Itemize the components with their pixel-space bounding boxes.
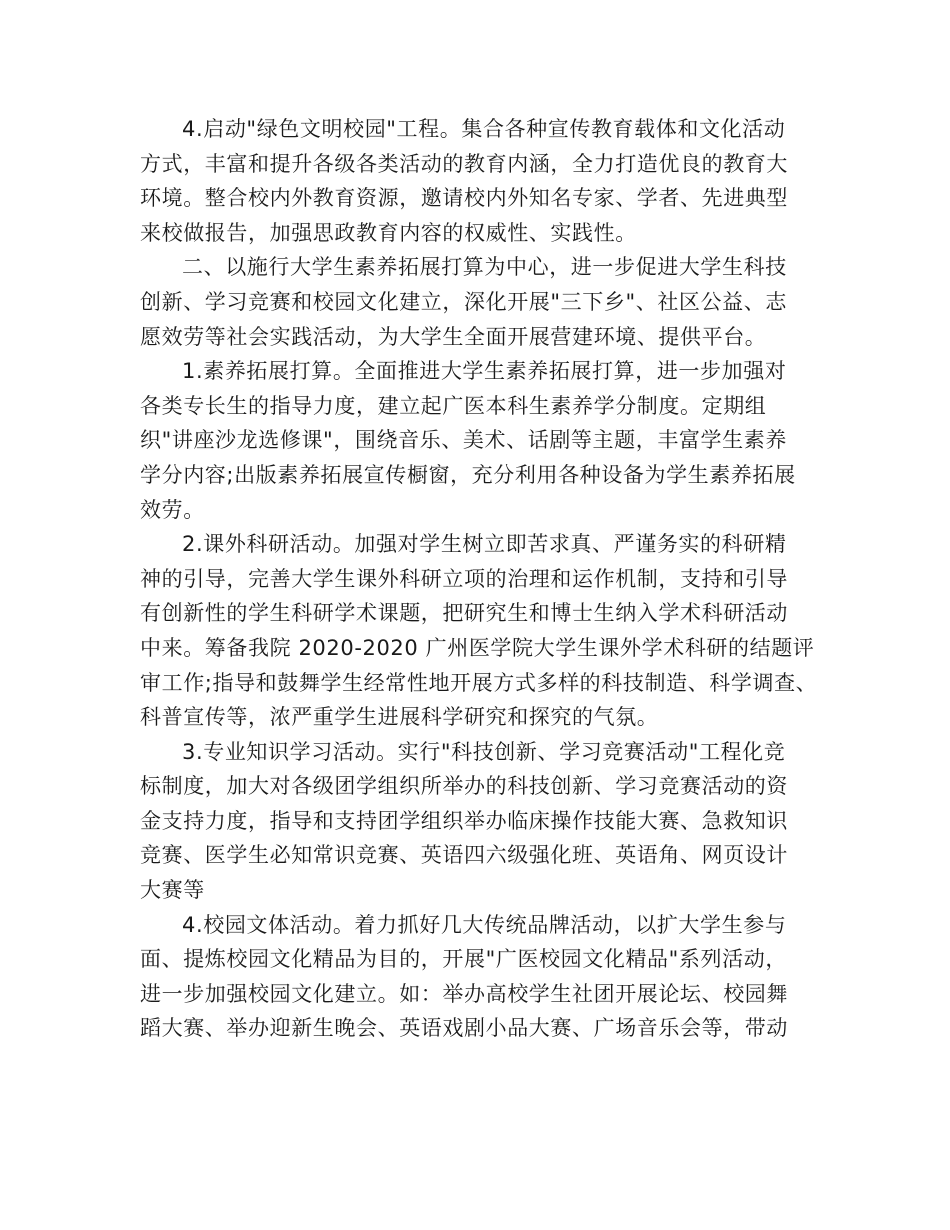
text-line: 学分内容;出版素养拓展宣传橱窗，充分利用各种设备为学生素养拓展: [140, 462, 796, 487]
text-line: 方式，丰富和提升各级各类活动的教育内涵，全力打造优良的教育大: [140, 151, 788, 176]
text-line: 创新、学习竞赛和校园文化建立，深化开展"三下乡"、社区公益、志: [140, 289, 787, 314]
text-line: 愿效劳等社会实践活动，为大学生全面开展营建环境、提供平台。: [140, 324, 767, 349]
text-line: 蹈大赛、举办迎新生晚会、英语戏剧小品大赛、广场音乐会等，带动: [140, 1016, 788, 1041]
text-line: 标制度，加大对各级团学组织所举办的科技创新、学习竞赛活动的资: [140, 774, 788, 799]
paragraph-section-two: [140, 250, 820, 354]
paragraph-research-activities: [140, 527, 820, 735]
text-line: 效劳。: [140, 497, 205, 522]
text-line: 3.专业知识学习活动。实行"科技创新、学习竞赛活动"工程化竞: [182, 739, 786, 764]
text-line: 面、提炼校园文化精品为目的，开展"广医校园文化精品"系列活动，: [140, 947, 787, 972]
text-line: 1.素养拓展打算。全面推进大学生素养拓展打算，进一步加强对: [182, 359, 787, 384]
text-line: 进一步加强校园文化建立。如：举办高校学生社团开展论坛、校园舞: [140, 981, 788, 1006]
text-line: 科普宣传等，浓严重学生进展科学研究和探究的气氛。: [140, 705, 659, 730]
text-line: 2.课外科研活动。加强对学生树立即苦求真、严谨务实的科研精: [182, 532, 787, 557]
text-line: 4.校园文体活动。着力抓好几大传统品牌活动，以扩大学生参与: [182, 912, 787, 937]
text-line: 审工作;指导和鼓舞学生经常性地开展方式多样的科技制造、科学调查、: [140, 670, 818, 695]
text-line: 有创新性的学生科研学术课题，把研究生和博士生纳入学术科研活动: [140, 601, 788, 626]
text-line: 中来。筹备我院 2020-2020 广州医学院大学生课外学术科研的结题评: [140, 635, 815, 660]
text-line: 4.启动"绿色文明校园"工程。集合各种宣传教育载体和文化活动: [182, 117, 786, 141]
paragraph-green-campus: [140, 112, 820, 250]
text-line: 神的引导，完善大学生课外科研立项的治理和运作机制，支持和引导: [140, 566, 788, 591]
document-body: [140, 112, 820, 1046]
paragraph-quality-expansion: [140, 354, 820, 527]
text-line: 金支持力度，指导和支持团学组织举办临床操作技能大赛、急救知识: [140, 808, 788, 833]
text-line: 织"讲座沙龙选修课"，围绕音乐、美术、话剧等主题，丰富学生素养: [140, 428, 787, 453]
text-line: 竞赛、医学生必知常识竞赛、英语四六级强化班、英语角、网页设计: [140, 843, 788, 868]
text-line: 环境。整合校内外教育资源，邀请校内外知名专家、学者、先进典型: [140, 186, 788, 211]
text-line: 二、以施行大学生素养拓展打算为中心，进一步促进大学生科技: [182, 255, 787, 280]
text-line: 大赛等: [140, 878, 205, 903]
text-line: 各类专长生的指导力度，建立起广医本科生素养学分制度。定期组: [140, 393, 767, 418]
paragraph-campus-culture: [140, 908, 820, 1046]
paragraph-learning-activities: [140, 735, 820, 908]
text-line: 来校做报告，加强思政教育内容的权威性、实践性。: [140, 220, 637, 245]
